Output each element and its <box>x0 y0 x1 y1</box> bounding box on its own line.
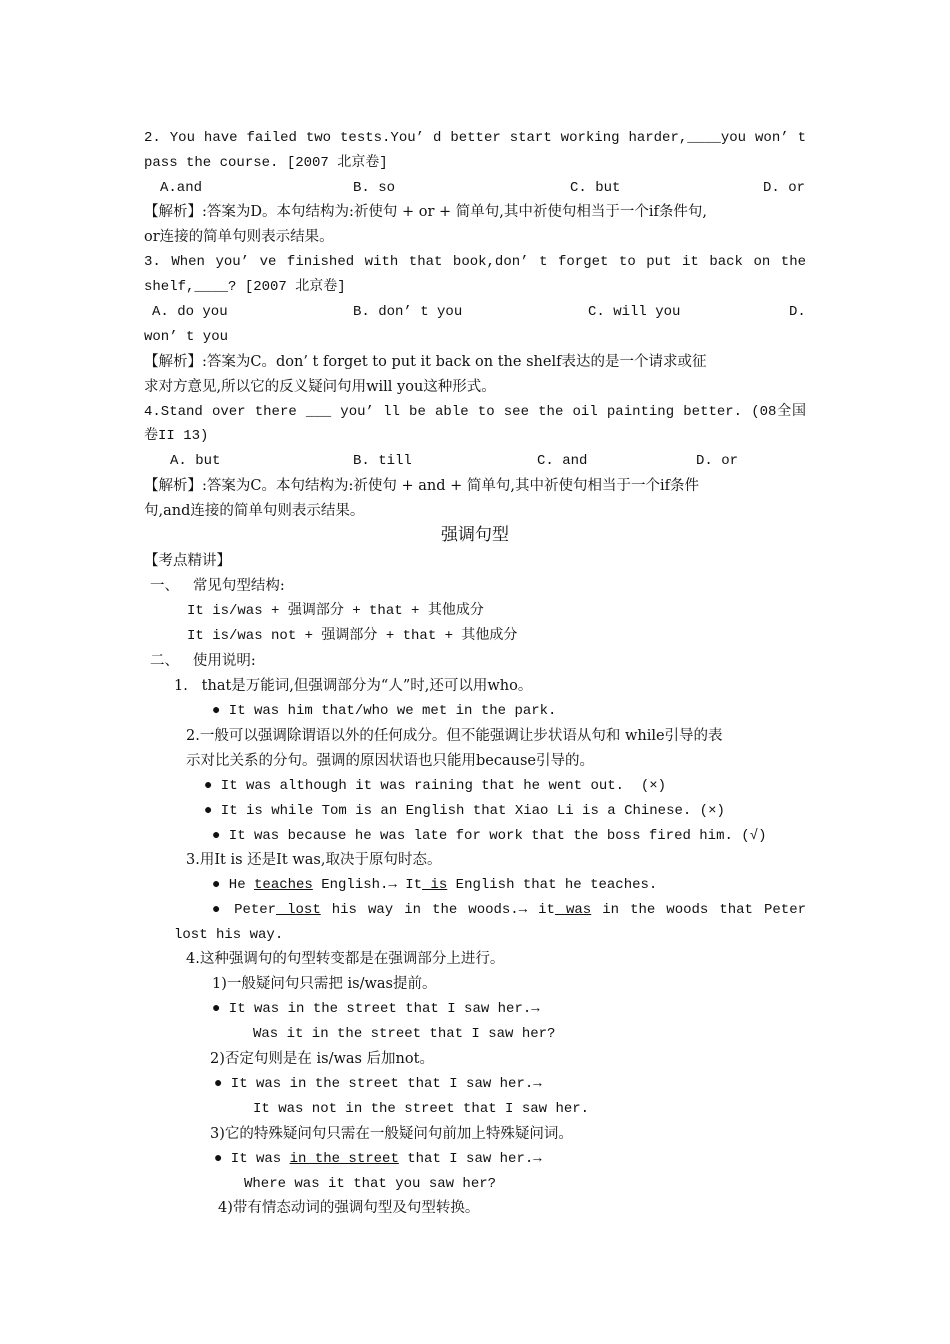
rule-3-example-b <box>212 900 806 920</box>
kaodian-label: 【考点精讲】 <box>144 553 231 569</box>
rule-1-example: ● It was him that/who we met in the park. <box>212 703 557 719</box>
rule-3b-mid: his way in the woods.→ it <box>320 902 555 918</box>
sub-rule-1: 1)一般疑问句只需把 is/was提前。 <box>212 976 437 992</box>
q2-option-d: D. or <box>763 180 806 196</box>
sub-rule-3-example <box>214 1149 542 1169</box>
q3-line2: shelf,____? [2007 北京卷] <box>144 279 346 295</box>
rule-3b-post: in the woods that Peter <box>591 902 806 918</box>
q3-option-a: A. do you <box>152 304 228 320</box>
sub-rule-1-example: ● It was in the street that I saw her.→ <box>212 1001 540 1017</box>
rule-2-example-a: ● It was although it was raining that he went out. (×) <box>204 778 667 794</box>
q2-option-a: A.and <box>160 180 203 196</box>
rule-3a-pre: ● He <box>212 877 255 893</box>
q3-analysis-line2: 求对方意见,所以它的反义疑问句用will you这种形式。 <box>144 379 496 395</box>
q4-option-b: B. till <box>353 453 412 469</box>
rule-3b-underline-2: was <box>554 902 592 918</box>
q2-line2: pass the course. [2007 北京卷] <box>144 155 388 171</box>
part1-heading: 一、 常见句型结构: <box>150 578 285 594</box>
sub-rule-2: 2)否定句则是在 is/was 后加not。 <box>210 1051 434 1067</box>
sub-rule-2-example: ● It was in the street that I saw her.→ <box>214 1076 542 1092</box>
q2-option-b: B. so <box>353 180 396 196</box>
rule-3a-post: English that he teaches. <box>447 877 658 893</box>
rule-3a-underline-2: is <box>422 877 448 893</box>
q3-line1: 3. When you’ ve finished with that book,don’ t forget to put it back on the <box>144 254 806 270</box>
q3-option-b: B. don’ t you <box>353 304 463 320</box>
q2-option-c: C. but <box>570 180 621 196</box>
sub-rule-1-answer: Was it in the street that I saw her? <box>253 1026 556 1042</box>
q3-analysis-line1: 【解析】:答案为C。don’ t forget to put it back on the shelf表达的是一个请求或征 <box>144 354 707 370</box>
q2-line1: 2. You have failed two tests.You’ d better start working harder,____you won’ t <box>144 130 806 146</box>
rule-2-example-b: ● It is while Tom is an English that Xiao Li is a Chinese. (×) <box>204 803 725 819</box>
q4-line1: 4.Stand over there ___ you’ ll be able to see the oil painting better. (08全国 <box>144 404 806 420</box>
rule-2-example-c: ● It was because he was late for work that the boss fired him. (√) <box>212 828 767 844</box>
rule-3-example-a <box>212 875 657 895</box>
sub-rule-3-underline: in the street <box>289 1151 399 1167</box>
q4-analysis-line2: 句,and连接的简单句则表示结果。 <box>144 503 365 519</box>
part1-pattern1: It is/was + 强调部分 + that + 其他成分 <box>187 603 484 619</box>
q2-analysis-line2: or连接的简单句则表示结果。 <box>144 229 334 245</box>
q3-option-d: D. <box>789 304 806 320</box>
sub-rule-3-pre: ● It was <box>214 1151 290 1167</box>
sub-rule-3: 3)它的特殊疑问句只需在一般疑问句前加上特殊疑问词。 <box>210 1126 573 1142</box>
rule-3-example-b-cont: lost his way. <box>174 927 284 943</box>
part1-pattern2: It is/was not + 强调部分 + that + 其他成分 <box>187 628 518 644</box>
q3-line3: won’ t you <box>144 329 229 345</box>
rule-2-line2: 示对比关系的分句。强调的原因状语也只能用because引导的。 <box>186 753 594 769</box>
q4-option-a: A. but <box>170 453 221 469</box>
section-title: 强调句型 <box>441 525 509 545</box>
rule-1: 1. that是万能词,但强调部分为“人”时,还可以用who。 <box>174 678 533 694</box>
sub-rule-3-answer: Where was it that you saw her? <box>244 1176 497 1192</box>
rule-4: 4.这种强调句的句型转变都是在强调部分上进行。 <box>186 951 505 967</box>
rule-3: 3.用It is 还是It was,取决于原句时态。 <box>186 852 442 868</box>
rule-3a-underline-1: teaches <box>254 877 313 893</box>
q3-option-c: C. will you <box>588 304 681 320</box>
q4-option-c: C. and <box>537 453 588 469</box>
rule-2-line1: 2.一般可以强调除谓语以外的任何成分。但不能强调让步状语从句和 while引导的表 <box>186 728 723 744</box>
sub-rule-4: 4)带有情态动词的强调句型及句型转换。 <box>218 1200 480 1216</box>
rule-3b-pre: ● Peter <box>212 902 277 918</box>
q4-analysis-line1: 【解析】:答案为C。本句结构为:祈使句 + and + 简单句,其中祈使句相当于一个if条件 <box>144 478 699 494</box>
q4-option-d: D. or <box>696 453 739 469</box>
rule-3a-mid: English.→ It <box>312 877 423 893</box>
sub-rule-2-answer: It was not in the street that I saw her. <box>253 1101 590 1117</box>
q4-line2: 卷II 13) <box>144 428 209 444</box>
sub-rule-3-post: that I saw her.→ <box>398 1151 542 1167</box>
rule-3b-underline-1: lost <box>276 902 321 918</box>
q2-analysis-line1: 【解析】:答案为D。本句结构为:祈使句 + or + 简单句,其中祈使句相当于一个if条件句, <box>144 204 708 220</box>
part2-heading: 二、 使用说明: <box>150 653 256 669</box>
